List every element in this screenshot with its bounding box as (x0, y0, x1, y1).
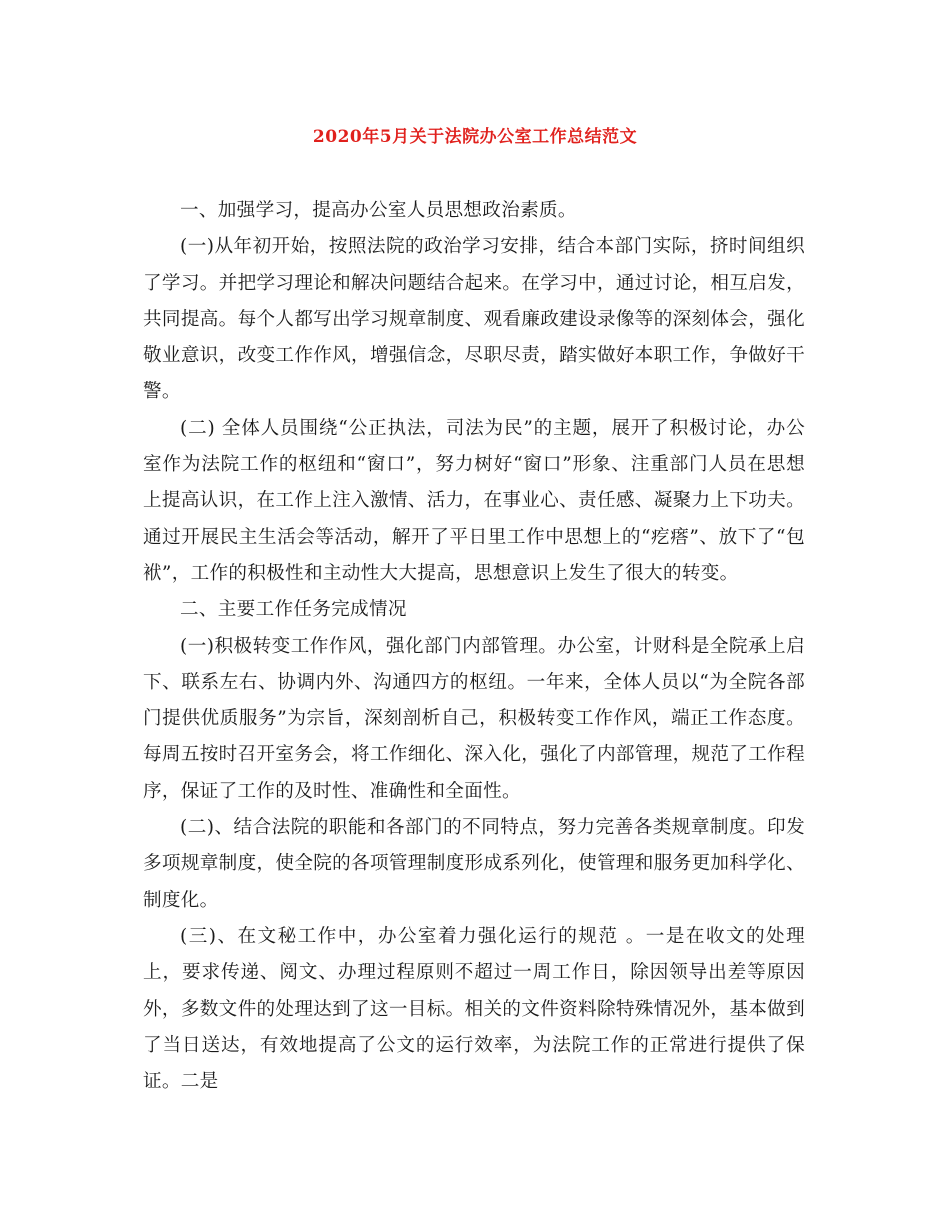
paragraph-1-2: (二) 全体人员围绕“公正执法，司法为民”的主题，展开了积极讨论，办公室作为法院工作的枢纽和“窗口”，努力树好“窗口”形象、注重部门人员在思想上提高认识，在工作上注入激情、活力，在事业心、责任感、凝聚力上下功夫。通过开展民主生活会等活动，解开了平日里工作中思想上的“疙瘩”、放下了“包袱”，工作的积极性和主动性大大提高，思想意识上发生了很大的转变。 (143, 417, 805, 584)
paragraph-section-1-heading: 一、加强学习，提高办公室人员思想政治素质。 (180, 200, 577, 221)
paragraph-2-3: (三)、在文秘工作中，办公室着力强化运行的规范 。一是在收文的处理上，要求传递、阅文、办理过程原则不超过一周工作日，除因领导出差等原因外，多数文件的处理达到了这一目标。相关的文件资料除特殊情况外，基本做到了当日送达，有效地提高了公文的运行效率，为法院工作的正常进行提供了保证。二是 (143, 925, 805, 1093)
paragraph-2-2: (二)、结合法院的职能和各部门的不同特点，努力完善各类规章制度。印发多项规章制度，使全院的各项管理制度形成系列化，使管理和服务更加科学化、制度化。 (143, 817, 805, 911)
paragraph-1-1: (一)从年初开始，按照法院的政治学习安排，结合本部门实际，挤时间组织了学习。并把学习理论和解决问题结合起来。在学习中，通过讨论，相互启发，共同提高。每个人都写出学习规章制度、观看廉政建设录像等的深刻体会，强化敬业意识，改变工作作风，增强信念，尽职尽责，踏实做好本职工作，争做好干警。 (143, 236, 805, 403)
paragraph-2-1: (一)积极转变工作作风，强化部门内部管理。办公室，计财科是全院承上启下、联系左右、协调内外、沟通四方的枢纽。一年来，全体人员以“为全院各部门提供优质服务”为宗旨，深刻剖析自己，积极转变工作作风，端正工作态度。每周五按时召开室务会，将工作细化、深入化，强化了内部管理，规范了工作程序，保证了工作的及时性、准确性和全面性。 (143, 635, 805, 802)
document-title: 2020年5月关于法院办公室工作总结范文 (312, 127, 638, 147)
paragraph-section-2-heading: 二、主要工作任务完成情况 (180, 599, 407, 621)
document-body (143, 193, 805, 1100)
